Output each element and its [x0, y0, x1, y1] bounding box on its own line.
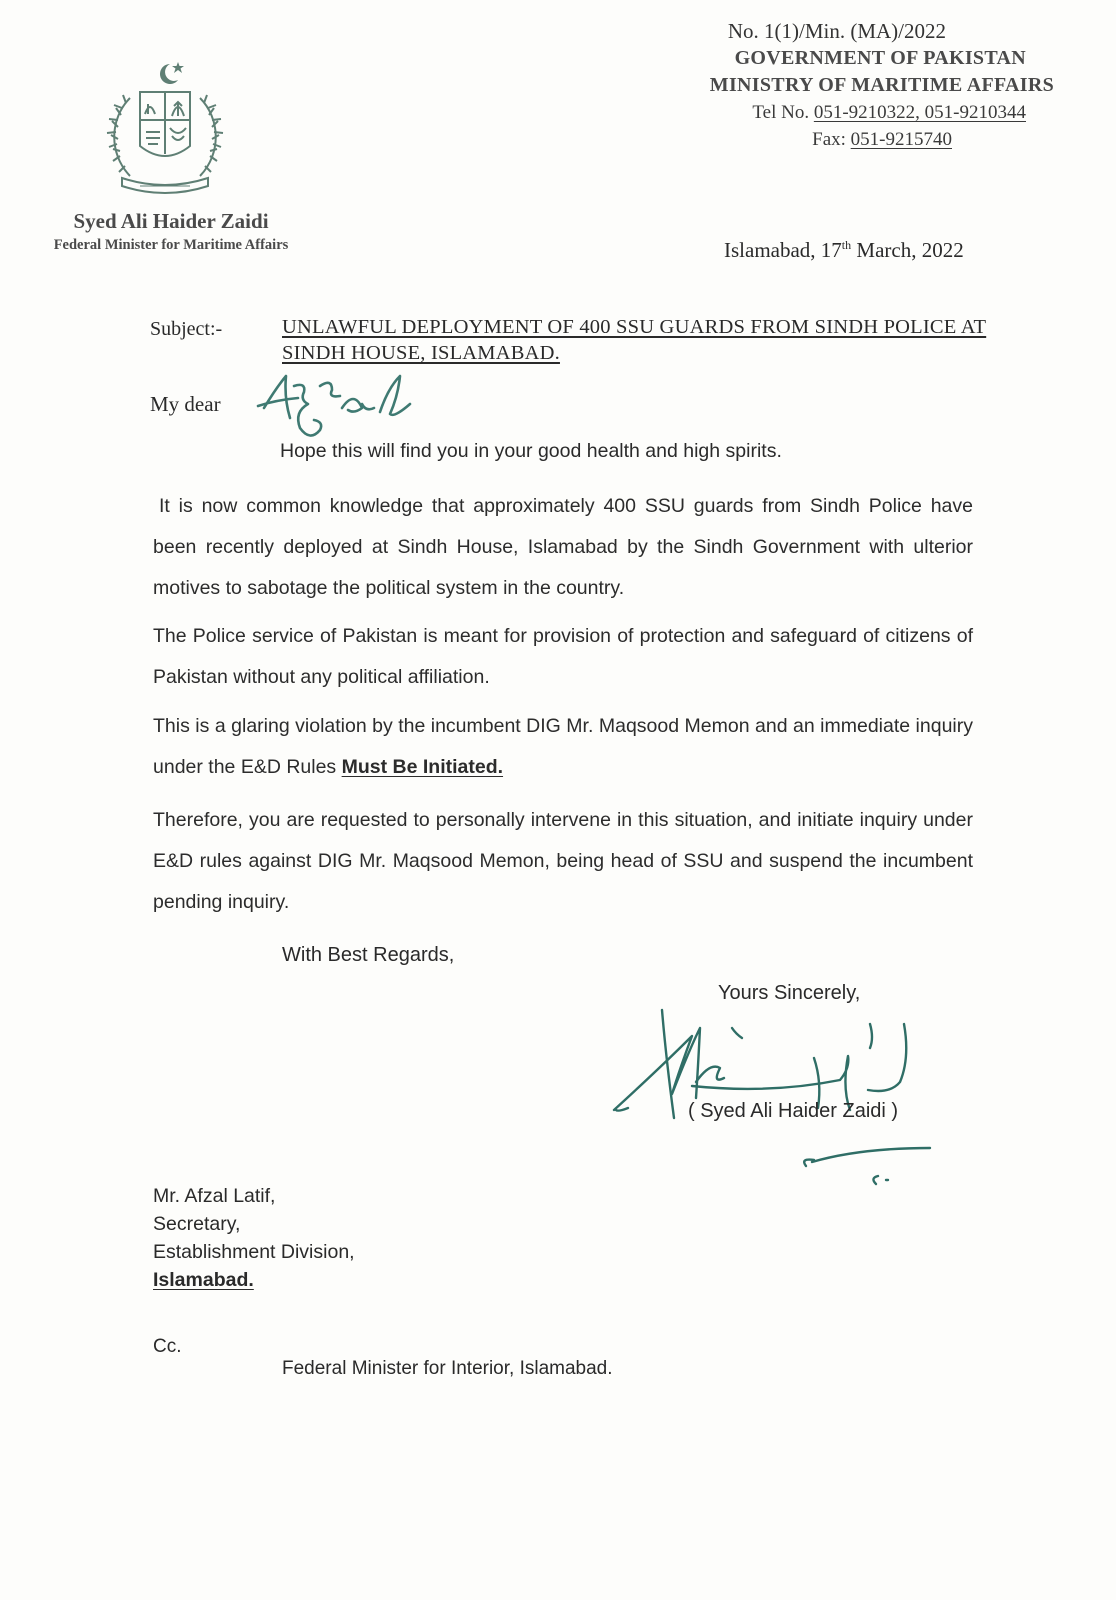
sender-block [26, 208, 316, 256]
paragraph-4: Therefore, you are requested to personally intervene in this situation, and initiate inquiry under E&D rules against DIG Mr. Maqsood Memon, being head of SSU and suspend the incumbent pending inquiry. [153, 809, 973, 913]
reference-number: No. 1(1)/Min. (MA)/2022 [727, 19, 946, 43]
recipient-address [153, 1182, 355, 1294]
signature [600, 998, 960, 1198]
fax-line [710, 126, 952, 153]
closing-sincerely: Yours Sincerely, [718, 982, 861, 1004]
paragraph-3-emphasis: Must Be Initiated. [341, 756, 504, 778]
recipient-city: Islamabad. [153, 1269, 254, 1291]
government-heading: GOVERNMENT OF PAKISTAN [734, 47, 1026, 69]
opening-line: Hope this will find you in your good health and high spirits. [280, 440, 782, 462]
cc-item: Federal Minister for Interior, Islamabad. [282, 1358, 613, 1379]
recipient-designation: Secretary, [153, 1213, 241, 1235]
letter-date [724, 238, 964, 263]
handwritten-name-afzal [254, 368, 414, 448]
date-place-day: Islamabad, 17 [724, 238, 842, 262]
paragraph-3-text: This is a glaring violation by the incumbent DIG Mr. Maqsood Memon and an immediate inquiry under the E&D Rules [153, 715, 973, 778]
tel-value: 051-9210322, 051-9210344 [813, 102, 1026, 123]
ministry-heading: MINISTRY OF MARITIME AFFAIRS [709, 74, 1054, 96]
subject-label: Subject:- [150, 318, 223, 340]
date-ordinal: th [841, 238, 852, 252]
fax-value: 051-9215740 [850, 129, 952, 150]
paragraph-2: The Police service of Pakistan is meant for provision of protection and safeguard of citizens of Pakistan without any political affiliation. [153, 625, 973, 688]
cc-label: Cc. [153, 1336, 182, 1357]
paragraph-1: It is now common knowledge that approximately 400 SSU guards from Sindh Police have been recently deployed at Sindh House, Islamabad by the Sindh Government with ulterior motives to sabotage the political system in the country. [153, 495, 973, 599]
sender-title: Federal Minister for Maritime Affairs [53, 237, 289, 253]
closing-regards: With Best Regards, [282, 944, 455, 966]
salutation: My dear [150, 392, 221, 416]
fax-label: Fax: [812, 129, 851, 150]
letterhead [710, 18, 1054, 153]
paragraph-3 [153, 706, 973, 788]
telephone-line [710, 99, 1026, 126]
state-emblem-icon [100, 58, 230, 198]
recipient-name: Mr. Afzal Latif, [153, 1185, 276, 1207]
tel-label: Tel No. [752, 102, 814, 123]
sender-name: Syed Ali Haider Zaidi [73, 209, 269, 233]
subject-text: UNLAWFUL DEPLOYMENT OF 400 SSU GUARDS FROM SINDH POLICE AT SINDH HOUSE, ISLAMABAD. [282, 316, 987, 364]
recipient-division: Establishment Division, [153, 1241, 355, 1263]
date-month-year: March, 2022 [851, 238, 964, 262]
signatory-name: ( Syed Ali Haider Zaidi ) [688, 1100, 899, 1122]
